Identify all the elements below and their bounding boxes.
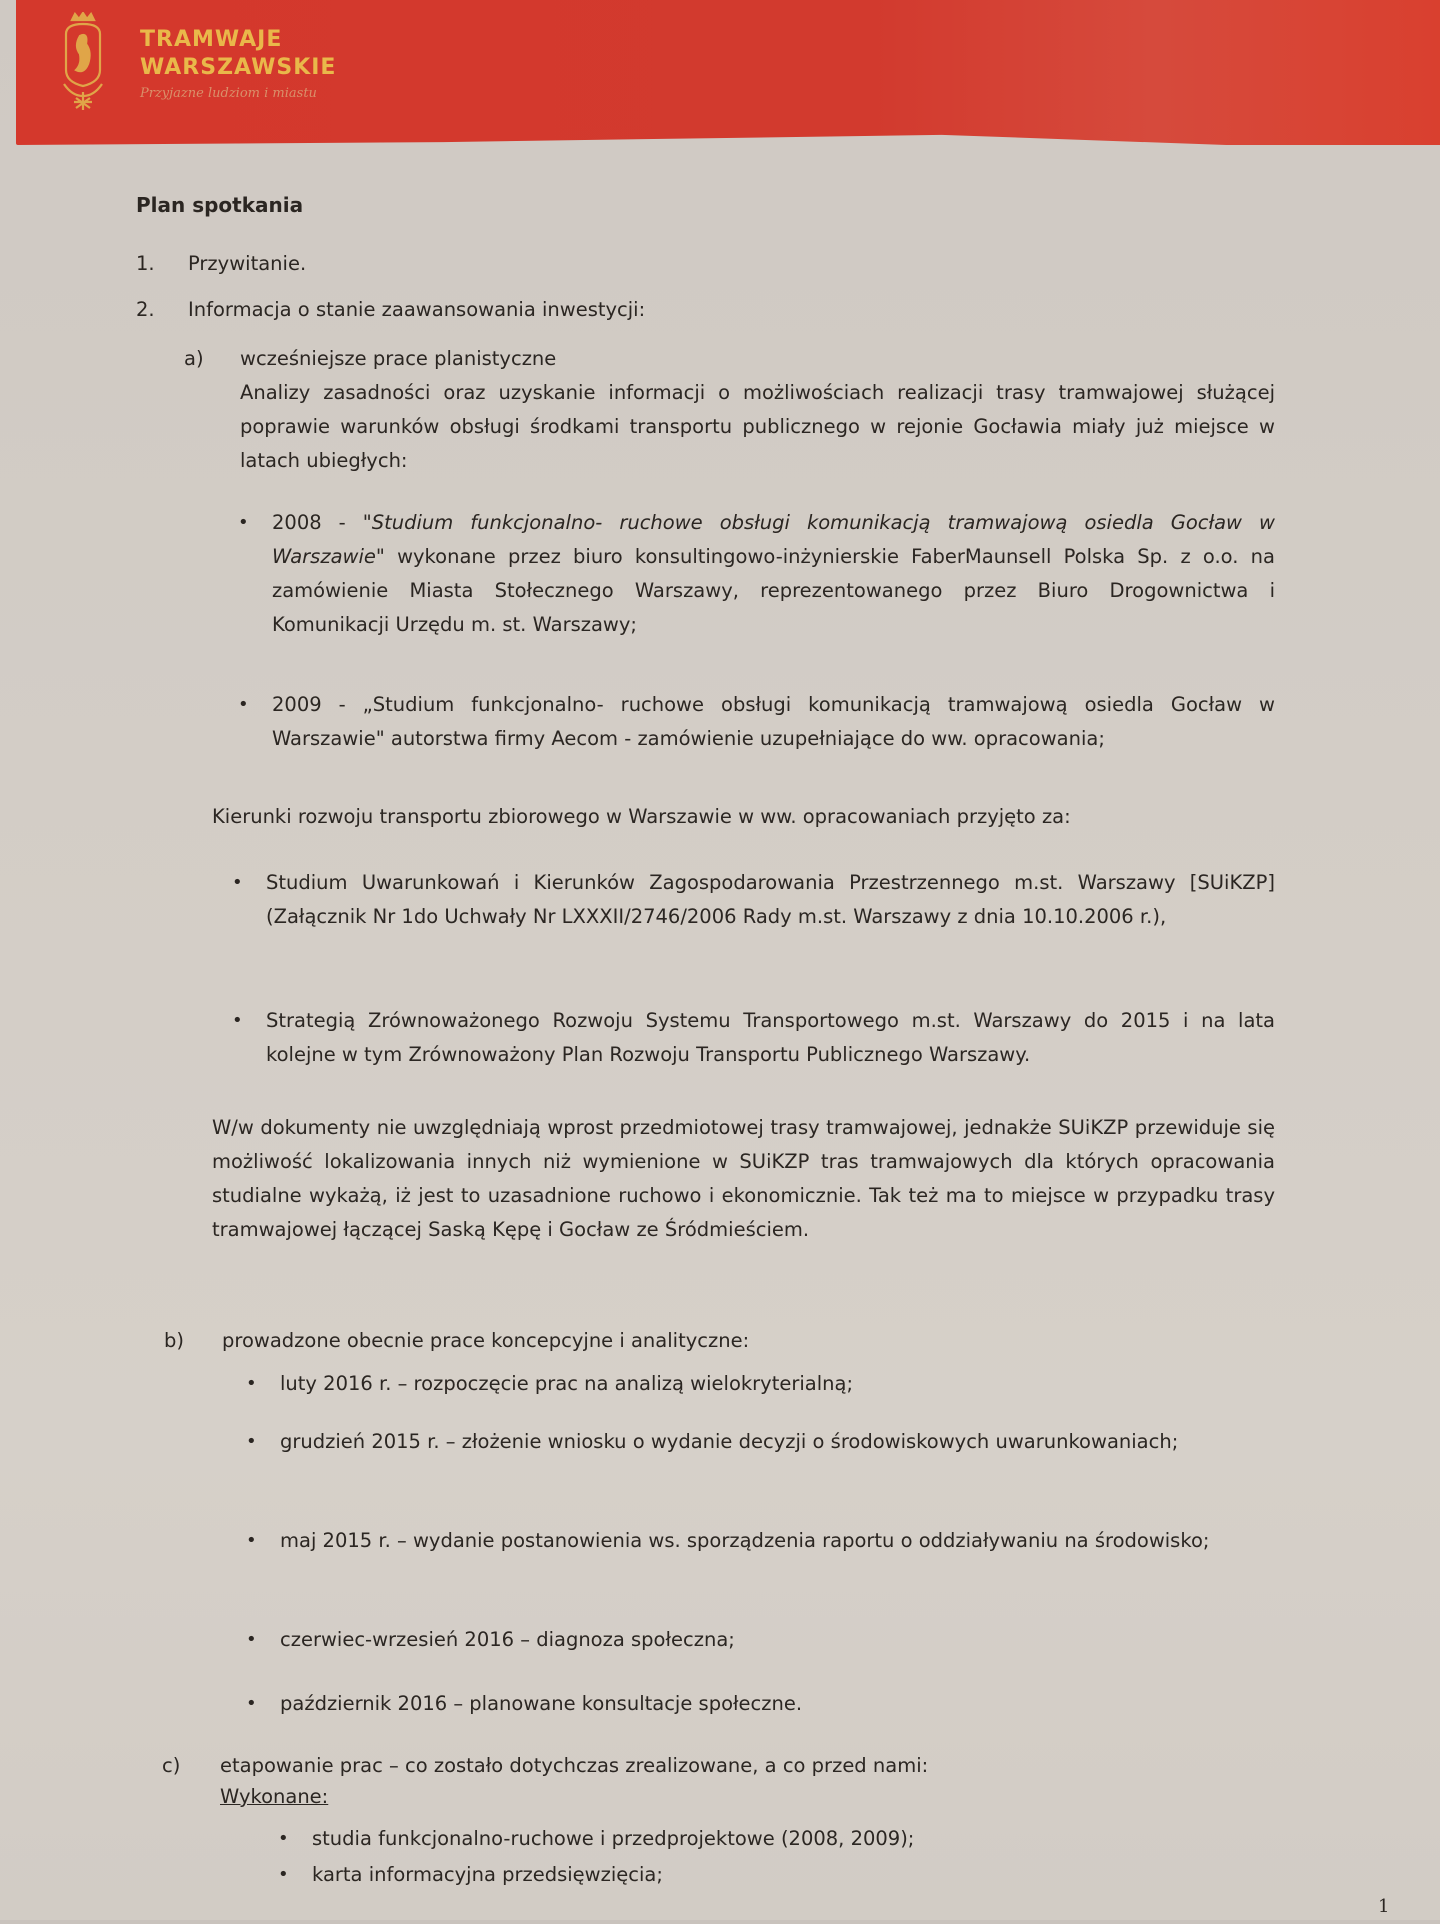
done-label: Wykonane: — [220, 1785, 329, 1808]
study-year: 2009 - — [272, 693, 363, 716]
study-description: wykonane przez biuro konsultingowo-inżynierskie FaberMaunsell Polska Sp. z o.o. na zamówienie Miasta Stołecznego Warszawy, reprezentowanego przez Biuro Drogownictwa i Komunikacji Urzędu m. st. Warszawy; — [272, 545, 1275, 636]
agenda-item-text: Informacja o stanie zaawansowania inwestycji: — [188, 298, 646, 321]
direction-item: • Studium Uwarunkowań i Kierunków Zagospodarowania Przestrzennego m.st. Warszawy [SUiKZP] (Załącznik Nr 1do Uchwały Nr LXXXII/2746/2006 Rady m.st. Warszawy z dnia 10.10.2006 r.), — [266, 866, 1275, 934]
section-c-title: etapowanie prac – co zostało dotychczas zrealizowane, a co przed nami: — [220, 1754, 929, 1777]
ongoing-work-item: • grudzień 2015 r. – złożenie wniosku o wydanie decyzji o środowiskowych uwarunkowaniach; — [280, 1425, 1275, 1459]
section-b-title: prowadzone obecnie prace koncepcyjne i analityczne: — [222, 1329, 750, 1352]
document-title: Plan spotkania — [136, 193, 304, 217]
study-2009-item — [272, 688, 1275, 756]
ongoing-work-item: • maj 2015 r. – wydanie postanowienia ws. sporządzenia raportu o oddziaływaniu na środowisko; — [280, 1524, 1275, 1558]
section-b-label: b) — [164, 1329, 184, 1352]
done-item: • karta informacyjna przedsięwzięcia; — [312, 1858, 1275, 1892]
ongoing-work-item: • czerwiec-wrzesień 2016 – diagnoza społeczna; — [280, 1623, 1275, 1657]
brand-name-line2: WARSZAWSKIE — [140, 55, 337, 80]
brand-name-line1: TRAMWAJE — [140, 27, 283, 52]
brand-block — [140, 26, 336, 101]
directions-intro: Kierunki rozwoju transportu zbiorowego w Warszawie w ww. opracowaniach przyjęto za: — [212, 805, 1071, 828]
study-title-end: Warszawie" — [272, 545, 385, 568]
direction-item: • Strategią Zrównoważonego Rozwoju Systemu Transportowego m.st. Warszawy do 2015 i na lata kolejne w tym Zrównoważony Plan Rozwoju Transportu Publicznego Warszawy. — [266, 1004, 1275, 1072]
ongoing-work-item: • luty 2016 r. – rozpoczęcie prac na analizą wielokryterialną; — [280, 1367, 1275, 1401]
study-year: 2008 - — [272, 511, 363, 534]
section-a-title: wcześniejsze prace planistyczne — [240, 347, 557, 370]
agenda-item-number: 1. — [136, 252, 155, 275]
agenda-item-text: Przywitanie. — [188, 252, 307, 275]
warsaw-mermaid-crest-icon — [58, 12, 108, 114]
page-number: 1 — [1378, 1896, 1390, 1917]
done-item: • studia funkcjonalno-ruchowe i przedprojektowe (2008, 2009); — [312, 1822, 1275, 1856]
study-2008-item — [272, 506, 1275, 642]
ongoing-work-item: • październik 2016 – planowane konsultacje społeczne. — [280, 1687, 1275, 1721]
section-c-label: c) — [162, 1754, 181, 1777]
section-a-label: a) — [184, 347, 204, 370]
section-a-intro: Analizy zasadności oraz uzyskanie informacji o możliwościach realizacji trasy tramwajowej służącej poprawie warunków obsługi środkami transportu publicznego w rejonie Gocławia miały już miejsce w latach ubiegłych: — [240, 381, 1275, 472]
study-description: „Studium funkcjonalno- ruchowe obsługi komunikacją tramwajową osiedla Gocław w Warszawie" autorstwa firmy Aecom - zamówienie uzupełniające do ww. opracowania; — [272, 693, 1275, 750]
brand-tagline: Przyjazne ludziom i miastu — [140, 86, 317, 101]
agenda-item-number: 2. — [136, 298, 155, 321]
study-title: "Studium funkcjonalno- ruchowe obsługi komunikacją tramwajową osiedla Gocław w — [362, 511, 1275, 534]
section-a-conclusion: W/w dokumenty nie uwzględniają wprost przedmiotowej trasy tramwajowej, jednakże SUiKZP przewiduje się możliwość lokalizowania innych niż wymienione w SUiKZP tras tramwajowych dla których opracowania studialne wykażą, iż jest to uzasadnione ruchowo i ekonomicznie. Tak też ma to miejsce w przypadku trasy tramwajowej łączącej Saską Kępę i Gocław ze Śródmieściem. — [212, 1116, 1275, 1241]
